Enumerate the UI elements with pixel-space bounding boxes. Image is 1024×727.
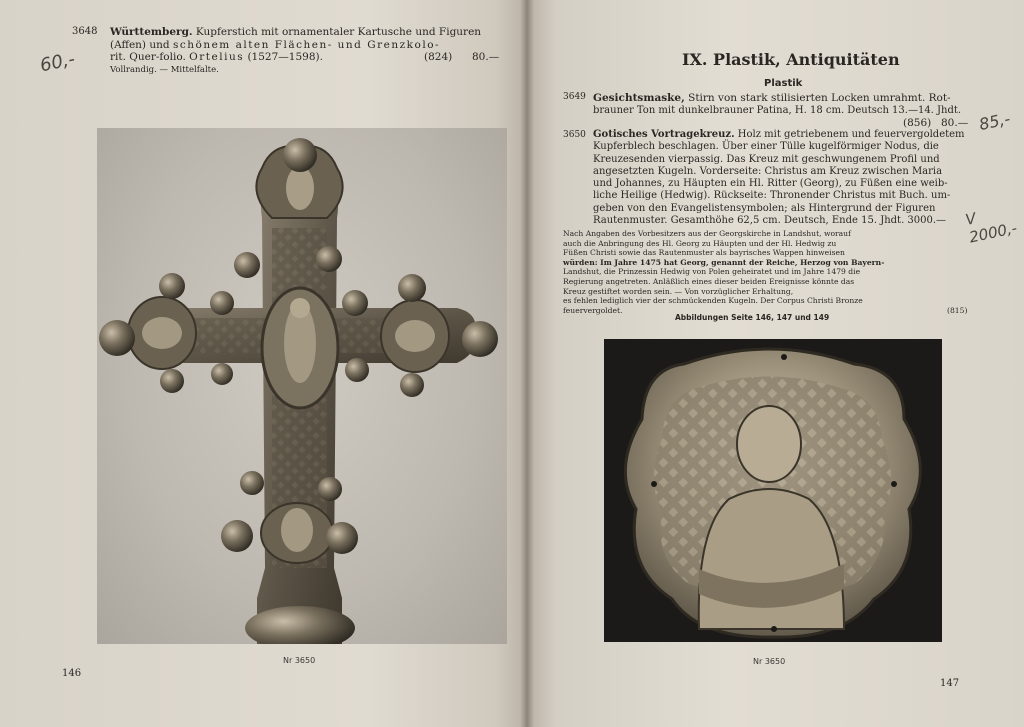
entry-3649-price: 80.— xyxy=(941,117,969,129)
entry-3650-text xyxy=(593,129,978,227)
entry-3650-line-5: liche Heilige (Hedwig). Rückseite: Thronender Christus mit Buch. um- xyxy=(593,190,951,202)
entry-3650-line-3: angesetzten Kugeln. Vorderseite: Christus am Kreuz zwischen Maria xyxy=(593,165,943,177)
lot-number-3650: 3650 xyxy=(563,130,586,140)
entry-3648-line1-text: Kupferstich mit ornamentaler Kartusche und Figuren xyxy=(195,26,482,38)
top-figure xyxy=(286,166,314,210)
entry-3649-line1 xyxy=(593,92,973,105)
note-line-3: würden: Im Jahre 1475 hat Georg, genannt der Reiche, Herzog von Bayern- xyxy=(563,257,885,267)
note-line-1: auch die Anbringung des Hl. Georg zu Häupten und der Hl. Hedwig zu xyxy=(563,238,837,248)
plaque-photo xyxy=(604,339,942,642)
illustrations-reference: Abbildungen Seite 146, 147 und 149 xyxy=(675,313,830,322)
lower-figure xyxy=(281,508,313,552)
handwritten-price-3650: V 2000,- xyxy=(963,209,1019,247)
handwritten-price-3649: 85,- xyxy=(977,108,1012,135)
entry-3648-line2-spaced: schönem alten Flächen- und Grenzkolo- xyxy=(172,38,441,51)
note-line-4: Landshut, die Prinzessin Hedwig von Polen geheiratet und im Jahre 1479 die xyxy=(563,267,861,277)
entry-3650-title: Gotisches Vortragekreuz. xyxy=(593,129,735,140)
note-line-6: Kreuz gestiftet worden sein. — Von vorzüglicher Erhaltung, xyxy=(563,286,794,296)
handwritten-price-3648: 60,- xyxy=(38,48,77,77)
entry-3650-line-4: und Johannes, zu Häupten ein Hl. Ritter (Georg), zu Füßen eine weib- xyxy=(593,178,948,190)
plaque-figure-head xyxy=(737,406,801,482)
entry-3649-text xyxy=(593,92,973,129)
center-figure-head xyxy=(290,298,310,318)
entry-3648-note: Vollrandig. — Mittelfalte. xyxy=(110,65,219,75)
note-line-5: Regierung angetreten. Anläßlich eines dieser beiden Ereignisse könnte das xyxy=(563,276,855,286)
entry-3648-line1 xyxy=(110,26,510,39)
entry-3648-line2 xyxy=(110,39,510,52)
book-gutter xyxy=(520,0,534,727)
entry-3649-ref: (856) xyxy=(903,117,932,129)
entry-3648-text xyxy=(110,26,510,64)
entry-3649-title: Gesichtsmaske, xyxy=(593,92,685,104)
processional-cross-image xyxy=(97,128,507,644)
entry-3648-ref: (824) xyxy=(424,51,453,63)
entry-3648-author: Ortelius xyxy=(189,51,245,63)
entry-3649-line1-text: Stirn von stark stilisierten Locken umrahmt. Rot- xyxy=(688,92,951,104)
entry-3650-line-1: Kupferblech beschlagen. Über einer Tülle kugelförmiger Nodus, die xyxy=(593,141,939,153)
entry-3648-line3 xyxy=(110,51,510,64)
note-line-0: Nach Angaben des Vorbesitzers aus der Georgskirche in Landshut, worauf xyxy=(563,229,851,238)
entry-3649-line3 xyxy=(593,117,973,129)
cross-photo xyxy=(97,128,507,644)
section-subheading: Plastik xyxy=(764,78,803,89)
entry-3648-title: Württemberg. xyxy=(110,26,193,38)
entry-3650-line-0 xyxy=(593,129,978,141)
left-page-number: 146 xyxy=(62,668,82,679)
entry-3650-ref: (815) xyxy=(947,305,968,315)
entry-3648-line3-text: rit. Quer-folio. xyxy=(110,51,186,63)
entry-3650-line-6: geben von den Evangelistensymbolen; als Hintergrund der Figuren xyxy=(593,202,936,214)
lot-number-3648: 3648 xyxy=(72,26,98,37)
lot-number-3649: 3649 xyxy=(563,92,586,102)
left-photo-caption: Nr 3650 xyxy=(283,656,316,665)
right-page-number: 147 xyxy=(940,678,960,689)
entry-3648-dates: (1527—1598). xyxy=(247,51,323,63)
note-line-7: es fehlen lediglich vier der schmückenden Kugeln. Der Corpus Christi Bronze xyxy=(563,296,863,306)
entry-3648-line2-pre: (Affen) und xyxy=(110,38,170,51)
entry-3648-price: 80.— xyxy=(472,51,500,63)
note-line-8: feuervergoldet. xyxy=(563,305,623,315)
section-heading: IX. Plastik, Antiquitäten xyxy=(682,50,900,69)
note-line-2: Füßen Christi sowie das Rautenmuster als bayrisches Wappen hinweisen xyxy=(563,248,845,258)
entry-3650-line0-text: Holz mit getriebenem und feuervergoldetem xyxy=(737,129,965,140)
right-figure xyxy=(395,320,435,352)
right-photo-caption: Nr 3650 xyxy=(753,657,786,666)
gilded-plaque-image xyxy=(604,339,942,642)
left-figure xyxy=(142,317,182,349)
entry-3650-line-7: Rautenmuster. Gesamthöhe 62,5 cm. Deutsch, Ende 15. Jhdt. 3000.— xyxy=(593,215,947,227)
right-page xyxy=(527,0,1024,727)
entry-3650-note xyxy=(563,229,983,315)
entry-3649-line2: brauner Ton mit dunkelbrauner Patina, H. 18 cm. Deutsch 13.—14. Jhdt. xyxy=(593,104,962,116)
entry-3650-line-2: Kreuzesenden vierpassig. Das Kreuz mit geschwungenem Profil und xyxy=(593,153,940,165)
